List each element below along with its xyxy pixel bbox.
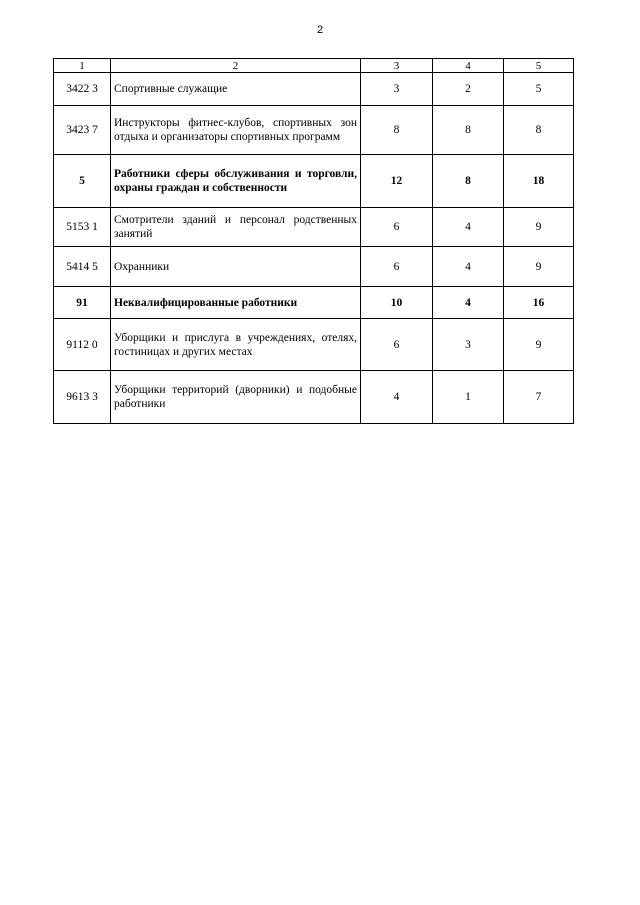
row-col4: 8 — [433, 155, 504, 208]
row-col3: 12 — [361, 155, 433, 208]
row-code: 5 — [54, 155, 111, 208]
row-col5: 9 — [504, 247, 574, 287]
page-number: 2 — [316, 24, 324, 36]
row-name: Инструкторы фитнес-клубов, спортивных зон отдыха и организаторы спортивных программ — [111, 106, 361, 155]
row-col4: 4 — [433, 247, 504, 287]
row-col5: 7 — [504, 371, 574, 424]
header-col-2: 2 — [111, 59, 361, 73]
row-col4: 4 — [433, 287, 504, 319]
row-col4: 3 — [433, 319, 504, 371]
row-col5: 16 — [504, 287, 574, 319]
row-col5: 9 — [504, 319, 574, 371]
header-col-3: 3 — [361, 59, 433, 73]
row-col3: 6 — [361, 247, 433, 287]
row-code: 5414 5 — [54, 247, 111, 287]
row-col3: 8 — [361, 106, 433, 155]
row-col4: 2 — [433, 73, 504, 106]
row-col3: 4 — [361, 371, 433, 424]
row-col4: 4 — [433, 208, 504, 247]
header-col-5: 5 — [504, 59, 574, 73]
header-col-4: 4 — [433, 59, 504, 73]
row-col5: 18 — [504, 155, 574, 208]
table-row — [54, 319, 574, 371]
table-row — [54, 73, 574, 106]
row-code: 9112 0 — [54, 319, 111, 371]
row-col5: 5 — [504, 73, 574, 106]
table-row — [54, 106, 574, 155]
row-name: Охранники — [111, 247, 361, 287]
occupation-table — [53, 58, 574, 424]
row-col4: 1 — [433, 371, 504, 424]
row-col5: 9 — [504, 208, 574, 247]
row-col3: 3 — [361, 73, 433, 106]
table-row — [54, 208, 574, 247]
table-row — [54, 287, 574, 319]
row-name: Смотрители зданий и персонал родственных занятий — [111, 208, 361, 247]
row-name: Работники сферы обслуживания и торговли, охраны граждан и собственности — [111, 155, 361, 208]
row-col3: 6 — [361, 319, 433, 371]
row-code: 3423 7 — [54, 106, 111, 155]
row-code: 3422 3 — [54, 73, 111, 106]
row-code: 91 — [54, 287, 111, 319]
row-code: 5153 1 — [54, 208, 111, 247]
table-row — [54, 155, 574, 208]
row-col3: 6 — [361, 208, 433, 247]
table-header-row — [54, 59, 574, 73]
row-col5: 8 — [504, 106, 574, 155]
row-col4: 8 — [433, 106, 504, 155]
header-col-1: 1 — [54, 59, 111, 73]
table-row — [54, 247, 574, 287]
row-name: Неквалифицированные работники — [111, 287, 361, 319]
row-name: Уборщики территорий (дворники) и подобные работники — [111, 371, 361, 424]
row-code: 9613 3 — [54, 371, 111, 424]
row-name: Спортивные служащие — [111, 73, 361, 106]
row-col3: 10 — [361, 287, 433, 319]
row-name: Уборщики и прислуга в учреждениях, отелях, гостиницах и других местах — [111, 319, 361, 371]
table-row — [54, 371, 574, 424]
